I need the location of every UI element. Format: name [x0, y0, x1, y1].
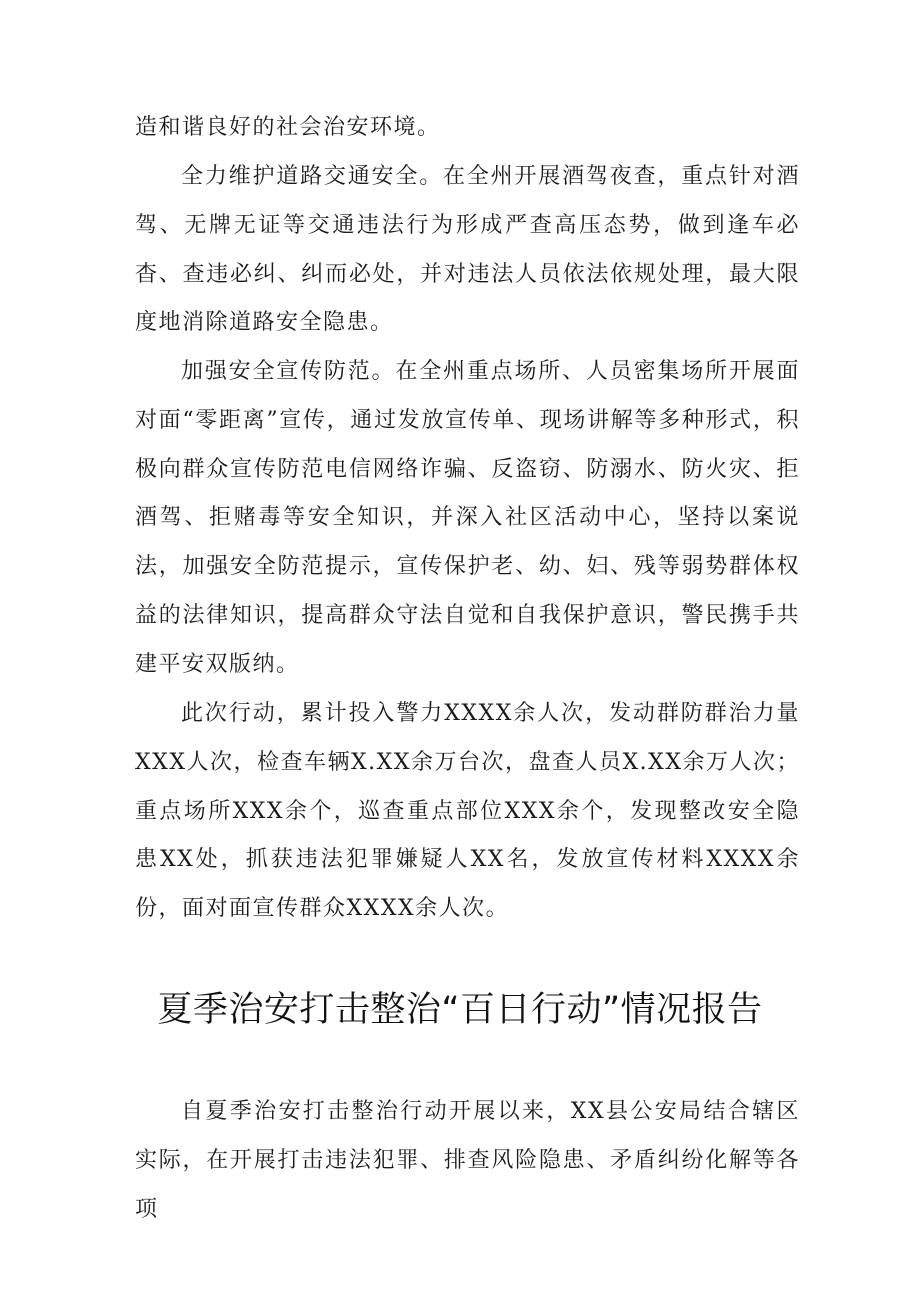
report-intro-paragraph: 自夏季治安打击整治行动开展以来，XX县公安局结合辖区实际，在开展打击违法犯罪、排查风险隐患、矛盾纠纷化解等各项 — [135, 1099, 800, 1222]
paragraph-road-traffic-safety: 全力维护道路交通安全。在全州开展酒驾夜查，重点针对酒驾、无牌无证等交通违法行为形成严查高压态势，做到逢车必杳、查违必纠、纠而必处，并对违法人员依法依规处理，最大限度地消除道路安全隐患。 — [135, 164, 800, 336]
continuation-paragraph: 造和谐良好的社会治安环境。 — [135, 115, 441, 140]
paragraph-action-statistics: 此次行动，累计投入警力XXXX余人次，发动群防群治力量XXX人次，检查车辆X.XX余万台次，盘查人员X.XX余万人次；重点场所XXX余个，巡查重点部位XXX余个，发现整改安全隐患XX处，抓获违法犯罪嫌疑人XX名，发放宣传材料XXXX余份，面对面宣传群众XXXX余人次。 — [135, 701, 800, 922]
paragraph-safety-publicity: 加强安全宣传防范。在全州重点场所、人员密集场所开展面对面“零距离”宣传，通过发放宣传单、现场讲解等多种形式，积极向群众宣传防范电信网络诈骗、反盗窃、防溺水、防火灾、拒酒驾、拒赌毒等安全知识，并深入社区活动中心，坚持以案说法，加强安全防范提示，宣传保护老、幼、妇、残等弱势群体权益的法律知识，提高群众守法自觉和自我保护意识，警民携手共建平安双版纳。 — [135, 359, 800, 677]
report-title: 夏季治安打击整治“百日行动”情况报告 — [157, 990, 763, 1030]
